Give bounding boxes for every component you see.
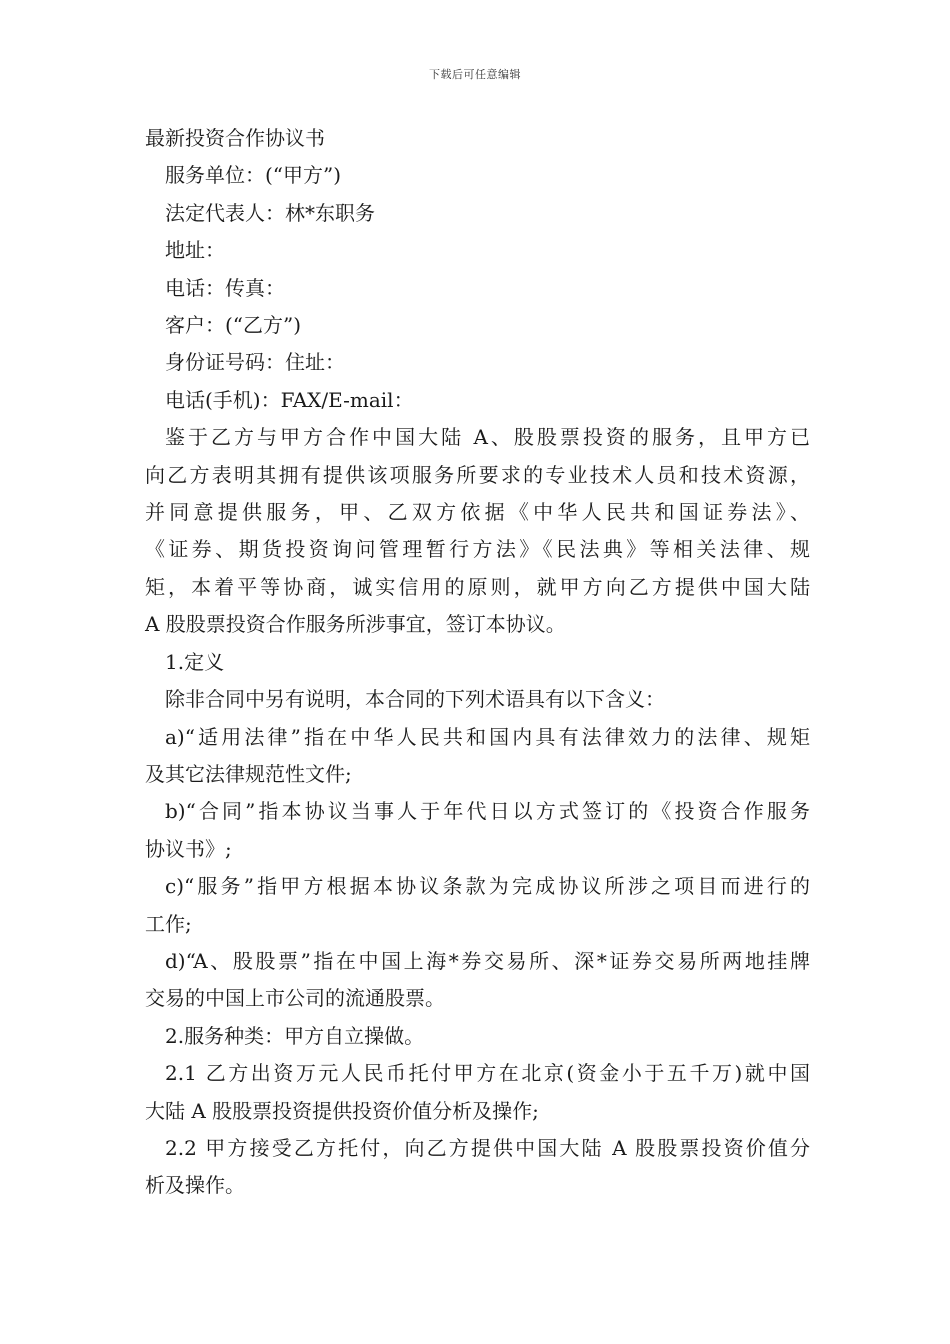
document-line: 矩，本着平等协商，诚实信用的原则，就甲方向乙方提供中国大陆 [145,574,810,599]
document-line: 2.1 乙方出资万元人民币托付甲方在北京(资金小于五千万)就中国 [165,1061,810,1086]
document-line: a)“适用法律”指在中华人民共和国内具有法律效力的法律、规矩 [165,724,810,749]
document-line: 析及操作。 [145,1173,245,1198]
document-line: 电话(手机)：FAX/E-mail： [165,387,414,412]
document-line: 电话：传真： [165,275,285,300]
document-line: 及其它法律规范性文件; [145,761,352,786]
document-line: 除非合同中另有说明，本合同的下列术语具有以下含义： [165,687,665,712]
document-line: 并同意提供服务，甲、乙双方依据《中华人民共和国证券法》、 [145,500,810,525]
document-line: 客户：(“乙方”) [165,313,302,338]
document-line: 地址： [165,238,225,263]
document-line: 交易的中国上市公司的流通股票。 [145,986,445,1011]
document-line: A 股股票投资合作服务所涉事宜，签订本协议。 [145,612,566,637]
document-line: c)“服务”指甲方根据本协议条款为完成协议所涉之项目而进行的 [165,874,810,899]
document-line: 1.定义 [165,649,225,674]
document-line: 法定代表人：林*东职务 [165,200,375,225]
document-line: 2.服务种类：甲方自立操做。 [165,1023,425,1048]
header-note: 下载后可任意编辑 [429,68,521,81]
document-line: 服务单位：(“甲方”) [165,163,342,188]
document-line: d)“A、股股票”指在中国上海*券交易所、深*证券交易所两地挂牌 [165,948,810,973]
document-title: 最新投资合作协议书 [145,126,325,150]
document-line: 工作; [145,911,192,936]
document-line: 大陆 A 股股票投资提供投资价值分析及操作; [145,1098,539,1123]
document-line: 协议书》; [145,836,232,861]
document-body [145,120,810,1205]
document-line: 身份证号码：住址： [165,350,345,375]
document-line: 鉴于乙方与甲方合作中国大陆 A、股股票投资的服务，且甲方已 [165,425,810,450]
document-line: 2.2 甲方接受乙方托付，向乙方提供中国大陆 A 股股票投资价值分 [165,1135,810,1160]
document-line: 向乙方表明其拥有提供该项服务所要求的专业技术人员和技术资源， [145,462,810,487]
document-line: 《证券、期货投资询问管理暂行方法》《民法典》等相关法律、规 [145,537,810,562]
document-line: b)“合同”指本协议当事人于年代日以方式签订的《投资合作服务 [165,799,810,824]
